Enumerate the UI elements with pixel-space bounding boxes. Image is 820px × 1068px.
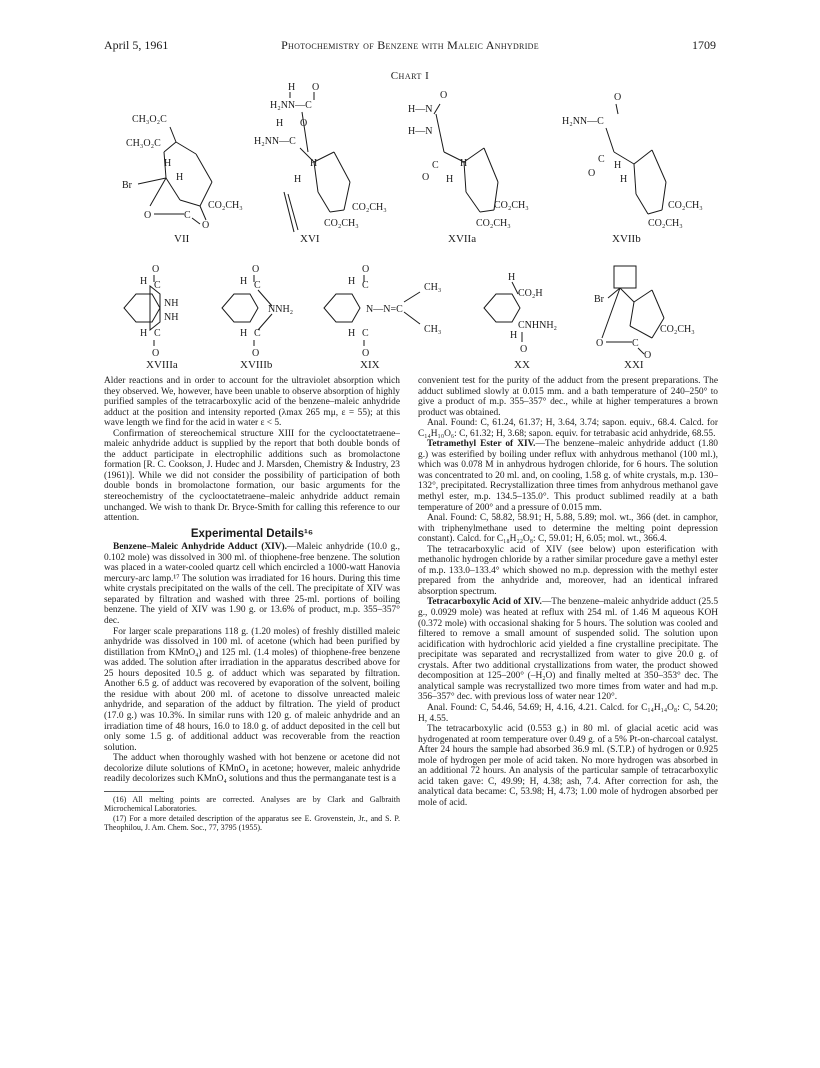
svg-text:H₂NN—C: H₂NN—C: [562, 116, 604, 127]
analysis-paragraph: Anal. Found: C, 54.46, 54.69; H, 4.16, 4.21. Calcd. for C₁₄H₁₄O₈: C, 54.20; H, 4.55.: [418, 702, 718, 724]
paragraph: Confirmation of stereochemical structure XIII for the cyclooctatetraene–maleic anhydride adduct is supplied by the report that both double bonds of the adduct participate in electrophilic additions such as bromolactone formation [R. C. Cookson, J. Hudec and J. Marsden, Chemistry & Industry, 23 (1961)]. While we did not consider the possibility of participation of both double bonds in bromolactone formation, our basic arguments for the stereochemistry of the cyclooctatetraene–maleic anhydride adduct remain unchanged. We wish to thank Dr. Bryce-Smith for calling this reference to our attention.: [104, 428, 400, 524]
svg-text:CO₂CH₃: CO₂CH₃: [208, 200, 243, 211]
svg-text:H—N: H—N: [408, 126, 433, 137]
svg-text:H: H: [240, 328, 248, 339]
label-xix: XIX: [360, 359, 380, 371]
label-xviia: XVIIa: [448, 233, 477, 245]
svg-text:H₂NN—C: H₂NN—C: [270, 100, 312, 111]
svg-text:C: C: [432, 160, 439, 171]
svg-text:NH: NH: [164, 298, 179, 309]
svg-text:H: H: [460, 158, 468, 169]
paragraph: The adduct when thoroughly washed with hot benzene or acetone did not decolorize dilute solutions of KMnO₄ in acetone; however, maleic anhydride readily decolorizes such KMnO₄ solutions and thus the permanganate test is a: [104, 753, 400, 785]
structure-xviiib: [222, 264, 293, 371]
svg-text:CO₂CH₃: CO₂CH₃: [324, 218, 359, 229]
svg-text:C: C: [254, 280, 261, 291]
label-xviiia: XVIIIa: [146, 359, 178, 371]
svg-text:CH₃O₂C: CH₃O₂C: [126, 138, 161, 149]
svg-text:C: C: [362, 280, 369, 291]
right-column: [418, 376, 718, 808]
paragraph: —The benzene–maleic anhydride adduct (25.5 g., 0.0929 mole) was heated at reflux with 254 ml. of 1.46 M aqueous KOH (0.372 mole) with occasional shaking for 5 hours. The solution was cooled and filtered to remove a small amount of suspended solid. The solution upon acidification with hydrochloric acid yielded a fine crystalline precipitate. The precipitate was separated and recrystallized from water to give 20.0 g. of crystals. After two additional crystallizations from water, the product showed decomposition at 125–200° (–H₂O) and finally melted at 350–353° dec. The analytical sample was recrystallized two more times from water and had m.p. 356–357° dec. with previous loss of water near 120°.: [418, 597, 719, 703]
subsection-heading: Tetracarboxylic Acid of XIV.: [427, 597, 542, 608]
svg-text:O: O: [152, 264, 160, 275]
svg-text:O: O: [422, 172, 430, 183]
svg-text:H: H: [294, 174, 302, 185]
svg-text:CH₃: CH₃: [424, 324, 442, 335]
svg-text:CH₃O₂C: CH₃O₂C: [132, 114, 167, 125]
structure-xx: [484, 272, 557, 371]
header-title: Photochemistry of Benzene with Maleic Anhydride: [281, 38, 539, 52]
svg-text:CNHNH₂: CNHNH₂: [518, 320, 558, 331]
svg-text:O: O: [252, 264, 260, 275]
svg-text:H: H: [510, 330, 518, 341]
section-heading: Experimental Details¹⁶: [190, 527, 314, 540]
svg-text:C: C: [154, 280, 161, 291]
svg-text:H: H: [508, 272, 516, 283]
svg-text:H: H: [288, 82, 296, 93]
svg-text:O: O: [300, 118, 308, 129]
svg-text:O: O: [312, 82, 320, 93]
paragraph: The tetracarboxylic acid of XIV (see below) upon esterification with methanolic hydrogen chloride by a rather similar procedure gave a methyl ester of m.p. 133.0–133.4° which showed no m.p. depression with the methyl ester prepared from the anhydride and, moreover, had an identical infrared absorption spectrum.: [418, 544, 718, 597]
svg-text:C: C: [254, 328, 261, 339]
svg-text:H: H: [140, 328, 148, 339]
svg-text:H: H: [614, 160, 622, 171]
svg-text:O: O: [588, 168, 596, 179]
paragraph: For larger scale preparations 118 g. (1.20 moles) of freshly distilled maleic anhydride was dissolved in 100 ml. of acetone (which had been purified by distillation from KMnO₄) and 125 ml. (1.4 moles) of thiophene-free benzene was added. The solution after irradiation in the apparatus described above for 25 hours deposited 10.5 g. of adduct which was separated by filtration. Another 6.5 g. of adduct was recovered by evaporation of the solvent, boiling the residue with about 200 ml. of acetone to dissolve unreacted maleic anhydride, and separation of the adduct by filtration. The yield of product (17.0 g.) was 10.3%. In similar runs with 120 g. of maleic anhydride and an irradiation time of 48 hours, 16.0 to 18.0 g. of adduct deposited in the cell but only some 1.5 g. of additional adduct was recoverable from the reaction solution.: [104, 626, 400, 753]
footnote-rule: [104, 791, 164, 792]
label-vii: VII: [174, 233, 190, 245]
svg-text:CO₂H: CO₂H: [518, 288, 543, 299]
svg-text:H: H: [310, 158, 318, 169]
analysis-paragraph: Anal. Found: C, 61.24, 61.37; H, 3.64, 3.74; sapon. equiv., 68.4. Calcd. for C₁₄H₁₀O₆: C, 61.32; H, 3.68; sapon. equiv. for tetrabasic acid anhydride, 68.55.: [418, 418, 718, 439]
svg-text:C: C: [632, 338, 639, 349]
svg-text:H: H: [164, 158, 172, 169]
svg-text:NH: NH: [164, 312, 179, 323]
svg-text:H: H: [620, 174, 628, 185]
svg-text:H: H: [446, 174, 454, 185]
label-xxi: XXI: [624, 359, 644, 371]
svg-text:O: O: [252, 348, 260, 359]
chart-title: Chart I: [390, 70, 430, 82]
svg-text:CO₂CH₃: CO₂CH₃: [660, 324, 695, 335]
svg-text:Br: Br: [594, 294, 604, 305]
label-xviib: XVIIb: [612, 233, 641, 245]
subsection-heading: Benzene–Maleic Anhydride Adduct (XIV).: [113, 542, 287, 553]
structure-xviiia: [124, 264, 178, 371]
paragraph: Alder reactions and in order to account for the ultraviolet absorption which they observed. We, however, have been unable to observe absorption of highly purified samples of the tetracarboxylic acid of the benzene–maleic anhydride adduct at the position and intensity reported (λmax 265 mμ, ε = 55); at this wave length we find for the acid in water ε < 5.: [104, 376, 400, 429]
svg-text:CO₂CH₃: CO₂CH₃: [494, 200, 529, 211]
paragraph: The tetracarboxylic acid (0.553 g.) in 80 ml. of glacial acetic acid was hydrogenated at room temperature over 0.49 g. of a 5% Pt-on-charcoal catalyst. After 24 hours the sample had absorbed 36.9 ml. (S.T.P.) of hydrogen or 0.925 mole of hydrogen per mole of acid taken. No more hydrogen was absorbed in an additional 72 hours. An analysis of the particular sample of tetracarboxylic acid taken gave: C, 49.99; H, 4.38; ash, 7.4. After correction for ash, the analytical data became: C, 53.98; H, 4.73; 1.00 mole of hydrogen absorbed per mole of acid.: [418, 724, 718, 808]
svg-text:O: O: [144, 210, 152, 221]
svg-text:O: O: [614, 92, 622, 103]
svg-text:H: H: [276, 118, 284, 129]
structure-xix: [324, 264, 441, 371]
structure-xxi: [594, 266, 695, 371]
footnote-17: (17) For a more detailed description of the apparatus see E. Grovenstein, Jr., and S. P. Theophilou, J. Am. Chem. Soc., 77, 3795 (1955).: [104, 813, 400, 832]
structure-vii: [122, 114, 243, 245]
svg-text:CO₂CH₃: CO₂CH₃: [476, 218, 511, 229]
svg-text:O: O: [596, 338, 604, 349]
svg-text:O: O: [202, 220, 210, 231]
svg-text:C: C: [598, 154, 605, 165]
paragraph: convenient test for the purity of the adduct from the present preparations. The adduct sublimed slowly at 0.015 mm. and a bath temperature of 240–250° to give a product of m.p. 355–357° dec., while at higher temperatures a brown product was obtained.: [418, 376, 718, 418]
svg-text:H: H: [240, 276, 248, 287]
svg-text:N—N=C: N—N=C: [366, 304, 403, 315]
svg-text:H: H: [140, 276, 148, 287]
svg-text:CO₂CH₃: CO₂CH₃: [648, 218, 683, 229]
svg-text:O: O: [520, 344, 528, 355]
svg-text:CH₃: CH₃: [424, 282, 442, 293]
page-number: 1709: [692, 38, 716, 52]
svg-text:O: O: [644, 350, 652, 361]
structure-xviib: [562, 92, 703, 245]
running-header: [104, 38, 716, 56]
svg-text:C: C: [184, 210, 191, 221]
svg-text:CO₂CH₃: CO₂CH₃: [668, 200, 703, 211]
svg-text:C: C: [154, 328, 161, 339]
svg-text:H: H: [348, 328, 356, 339]
paragraph: —Maleic anhydride (10.0 g., 0.102 mole) was dissolved in 300 ml. of thiophene-free benzene. The solution was placed in a water-cooled quartz cell which encircled a 1000-watt Hanovia mercury-arc lamp.¹⁷ The solution was irradiated for 16 hours. During this time white crystals precipitated on the walls of the cell. The precipitate of XIV was separated by filtration and washed with three 25-ml. portions of boiling benzene. The yield of XIV was 1.90 g. or 13.6% of product, m.p. 355–357° dec.: [104, 542, 400, 627]
structure-xvi: [254, 82, 387, 245]
svg-text:O: O: [440, 90, 448, 101]
svg-text:O: O: [362, 264, 370, 275]
svg-text:H—N: H—N: [408, 104, 433, 115]
svg-text:C: C: [362, 328, 369, 339]
header-date: April 5, 1961: [104, 38, 169, 52]
svg-text:H: H: [348, 276, 356, 287]
label-xvi: XVI: [300, 233, 320, 245]
svg-text:H₂NN—C: H₂NN—C: [254, 136, 296, 147]
svg-text:O: O: [152, 348, 160, 359]
left-column: [104, 376, 400, 832]
subsection-heading: Tetramethyl Ester of XIV.: [427, 439, 536, 450]
svg-text:O: O: [362, 348, 370, 359]
chemical-structures-chart: [104, 82, 716, 372]
svg-text:H: H: [176, 172, 184, 183]
svg-text:NNH₂: NNH₂: [268, 304, 294, 315]
label-xx: XX: [514, 359, 530, 371]
analysis-paragraph: Anal. Found: C, 58.82, 58.91; H, 5.88, 5.89; mol. wt., 366 (det. in camphor, with triphenylmethane used to determine the melting point depression constant). Calcd. for C₁₈H₂₂O₈: C, 59.01; H, 6.05; mol. wt., 366.4.: [418, 513, 718, 545]
svg-text:Br: Br: [122, 180, 132, 191]
footnote-16: (16) All melting points are corrected. Analyses are by Clark and Galbraith Microchemical Laboratories.: [104, 794, 400, 814]
paragraph: —The benzene–maleic anhydride adduct (1.80 g.) was esterified by boiling under reflux with anhydrous methanol (100 ml.), which was 0.078 M in anhydrous hydrogen chloride, for 6 hours. The solution was concentrated to 20 ml. and, on cooling, 1.58 g. of white crystals, m.p. 130–132°, precipitated. Recrystallization three times from anhydrous methanol gave methyl ester, m.p. 134.5–135.0°. This product sublimed readily at a bath temperature of 200° and a pressure of 0.015 mm.: [418, 439, 718, 513]
structure-xviia: [408, 90, 529, 245]
svg-text:CO₂CH₃: CO₂CH₃: [352, 202, 387, 213]
label-xviiib: XVIIIb: [240, 359, 273, 371]
